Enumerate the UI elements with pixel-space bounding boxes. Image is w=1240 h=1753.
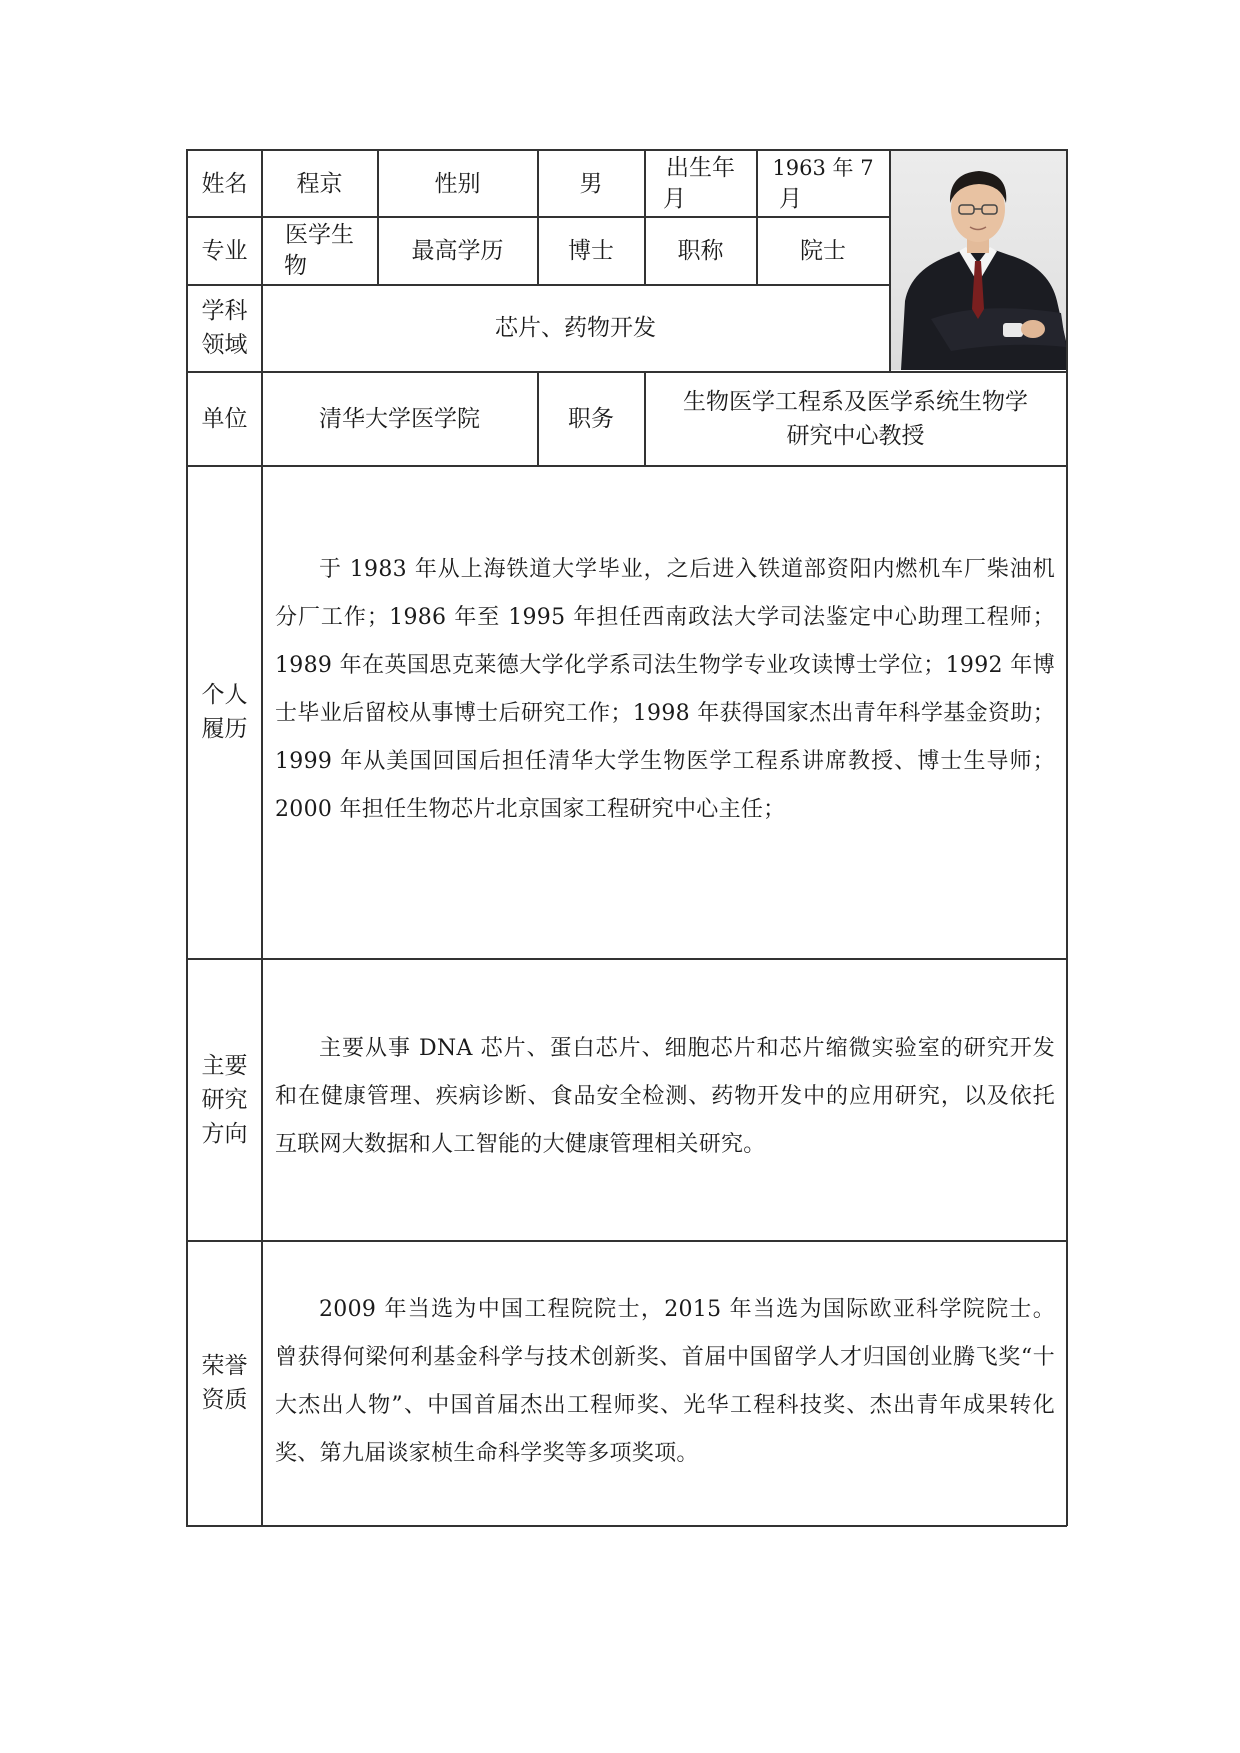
gender-value [538,150,644,217]
position-value-line2: 研究中心教授 [786,422,925,449]
resume-label-line1: 个人 [201,682,248,708]
row-divider-5 [186,958,1067,960]
degree-label [378,217,537,284]
gender-label [378,150,537,217]
research-label [187,959,262,1240]
unit-value [262,372,537,465]
major-label-text: 专业 [201,237,248,264]
research-label-line2: 研究 [201,1086,248,1113]
research-text: 主要从事 DNA 芯片、蛋白芯片、细胞芯片和芯片缩微实验室的研究开发和在健康管理、疾病诊断、食品安全检测、药物开发中的应用研究，以及依托互联网大数据和人工智能的大健康管理相关研究。 [275,1036,1055,1157]
degree-label-text: 最高学历 [411,237,504,264]
field-label-line1: 学科 [201,298,248,324]
field-value-text: 芯片、药物开发 [495,315,656,341]
major-value-line1: 医学生 [285,221,354,248]
title-value [757,217,889,284]
major-value-line2: 物 [284,252,307,279]
unit-label [187,372,262,465]
birth-value [757,150,889,217]
position-label-text: 职务 [568,405,614,432]
honors-label-line2: 资质 [201,1387,248,1413]
name-value [262,150,377,217]
honors-label [187,1241,262,1525]
unit-value-text: 清华大学医学院 [319,405,480,432]
honors-label-line1: 荣誉 [201,1353,248,1379]
birth-label-line1: 出生年 [666,154,735,181]
portrait-photo [891,151,1066,370]
gender-label-text: 性别 [434,170,481,197]
position-value-line1: 生物医学工程系及医学系统生物学 [683,388,1028,415]
position-label [538,372,644,465]
row-divider-4 [186,465,1067,467]
resume-text: 于 1983 年从上海铁道大学毕业，之后进入铁道部资阳内燃机车厂柴油机分厂工作；1986 年至 1995 年担任西南政法大学司法鉴定中心助理工程师；1989 年在英国思克莱德大学化学系司法生物学专业攻读博士学位；1992 年博士毕业后留校从事博士后研究工作；1998 年获得国家杰出青年科学基金资助；1999 年从美国回国后担任清华大学生物医学工程系讲席教授、博士生导师；2000 年担任生物芯片北京国家工程研究中心主任； [275,557,1055,822]
name-value-text: 程京 [296,170,343,197]
field-label [187,285,262,371]
birth-value-line2: 月 [779,185,802,212]
position-value [645,372,1066,465]
research-label-line3: 方向 [201,1120,248,1147]
title-label-text: 职称 [677,237,724,264]
honors-text: 2009 年当选为中国工程院院士，2015 年当选为国际欧亚科学院院士。 曾获得何梁何利基金科学与技术创新奖、首届中国留学人才归国创业腾飞奖“十大杰出人物”、中国首届杰出工程师奖、光华工程科技奖、杰出青年成果转化奖、第九届谈家桢生命科学奖等多项奖项。 [275,1297,1055,1466]
title-value-text: 院士 [800,237,846,264]
degree-value-text: 博士 [568,237,614,264]
title-label [645,217,756,284]
birth-label [645,150,756,217]
portrait-illustration [891,151,1066,370]
row-divider-6 [186,1240,1067,1242]
major-value [262,217,377,284]
resume-label [187,466,262,958]
name-label-text: 姓名 [201,170,248,197]
name-label [187,150,262,217]
table-border-right [1066,149,1068,1526]
gender-value-text: 男 [579,170,603,197]
unit-label-text: 单位 [201,405,248,432]
research-label-line1: 主要 [201,1052,248,1079]
field-label-line2: 领域 [201,332,248,358]
resume-label-line2: 履历 [201,716,248,742]
birth-label-line2: 月 [663,185,686,212]
birth-value-line1: 1963 年 7 [772,155,874,180]
degree-value [538,217,644,284]
field-value [262,285,889,371]
major-label [187,217,262,284]
table-border-bottom [186,1525,1067,1527]
